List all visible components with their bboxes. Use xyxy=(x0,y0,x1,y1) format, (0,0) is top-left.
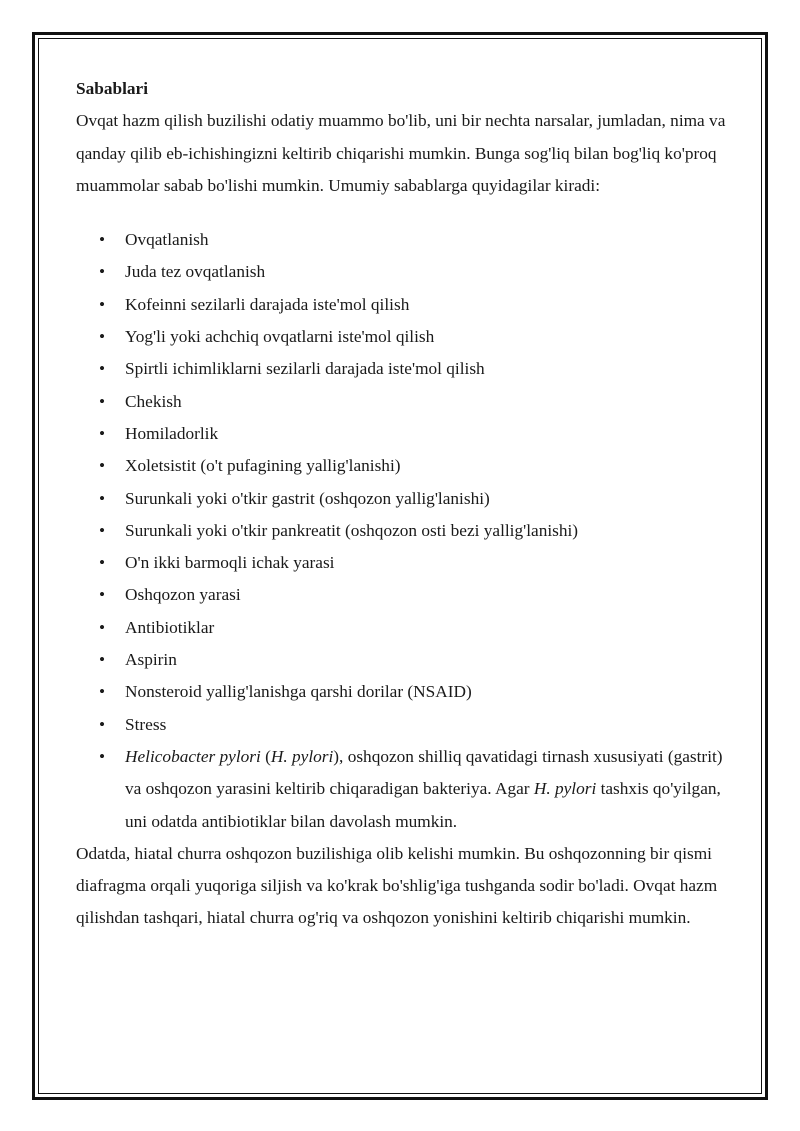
list-item-text: Antibiotiklar xyxy=(125,617,215,637)
section-heading: Sabablari xyxy=(76,79,149,98)
list-item-text: Juda tez ovqatlanish xyxy=(125,262,266,282)
bullet-icon: • xyxy=(99,553,106,573)
bullet-icon: • xyxy=(99,230,106,250)
bullet-icon: • xyxy=(99,520,106,540)
bullet-icon: • xyxy=(99,423,106,443)
document-content xyxy=(76,73,726,935)
list-item xyxy=(76,676,726,708)
list-item xyxy=(76,256,726,288)
list-item xyxy=(76,579,726,611)
list-item-text: Spirtli ichimliklarni sezilarli darajada iste'mol qilish xyxy=(125,359,485,379)
list-item xyxy=(76,515,726,547)
list-item-text: Yog'li yoki achchiq ovqatlarni iste'mol qilish xyxy=(125,327,435,347)
list-item-text: Kofeinni sezilarli darajada iste'mol qilish xyxy=(125,294,410,314)
list-item xyxy=(76,450,726,482)
list-item-text: Homiladorlik xyxy=(125,423,219,443)
list-item-text: O'n ikki barmoqli ichak yarasi xyxy=(125,553,335,573)
hiatal-hernia-paragraph: Odatda, hiatal churra oshqozon buzilishiga olib kelishi mumkin. Bu oshqozonning bir qismi diafragma orqali yuqoriga siljish va ko'krak bo'shlig'iga tushganda sodir bo'ladi. Ovqat hazm qilishdan tashqari, hiatal churra og'riq va oshqozon yonishini keltirib chiqarishi mumkin. xyxy=(76,843,718,928)
bullet-icon: • xyxy=(99,585,106,605)
list-item-text: Ovqatlanish xyxy=(125,230,209,250)
bullet-icon: • xyxy=(99,294,106,314)
hpylori-description: ), oshqozon shilliq qavatidagi tirnash xususiyati (gastrit) va oshqozon yarasini keltirib chiqaradigan bakteriya. Agar xyxy=(125,746,723,799)
list-item-text: Surunkali yoki o'tkir gastrit (oshqozon yallig'lanishi) xyxy=(125,488,490,508)
causes-list xyxy=(76,224,726,838)
list-item xyxy=(76,224,726,256)
list-item-hpylori xyxy=(76,741,726,838)
list-item xyxy=(76,612,726,644)
bullet-icon: • xyxy=(99,262,106,282)
list-item xyxy=(76,321,726,353)
bullet-icon: • xyxy=(99,650,106,670)
list-item xyxy=(76,644,726,676)
bullet-icon: • xyxy=(99,746,106,766)
list-item-text: Oshqozon yarasi xyxy=(125,585,241,605)
list-item xyxy=(76,547,726,579)
species-name: Helicobacter pylori xyxy=(125,746,261,766)
species-abbreviation-2: H. pylori xyxy=(533,779,597,799)
bullet-icon: • xyxy=(99,714,106,734)
bullet-icon: • xyxy=(99,391,106,411)
bullet-icon: • xyxy=(99,488,106,508)
hpylori-open-paren: ( xyxy=(260,746,271,766)
bullet-icon: • xyxy=(99,682,106,702)
species-abbreviation: H. pylori xyxy=(270,746,334,766)
list-item xyxy=(76,386,726,418)
list-item-text: Stress xyxy=(125,714,167,734)
hpylori-treatment: tashxis qo'yilgan, uni odatda antibiotiklar bilan davolash mumkin. xyxy=(125,779,721,831)
list-item xyxy=(76,418,726,450)
list-item-text: Nonsteroid yallig'lanishga qarshi dorilar (NSAID) xyxy=(125,682,472,702)
list-item-text: Chekish xyxy=(125,391,182,411)
list-item-text: Xoletsistit (o't pufagining yallig'lanishi) xyxy=(125,456,401,476)
bullet-icon: • xyxy=(99,327,106,347)
list-item xyxy=(76,289,726,321)
list-item xyxy=(76,483,726,515)
intro-paragraph: Ovqat hazm qilish buzilishi odatiy muammo bo'lib, uni bir nechta narsalar, jumladan, nima va qanday qilib eb-ichishingizni keltirib chiqarishi mumkin. Bunga sog'liq bilan bog'liq ko'proq muammolar sabab bo'lishi mumkin. Umumiy sabablarga quyidagilar kiradi: xyxy=(76,111,726,195)
bullet-icon: • xyxy=(99,359,106,379)
list-item xyxy=(76,709,726,741)
list-item-text: Surunkali yoki o'tkir pankreatit (oshqozon osti bezi yallig'lanishi) xyxy=(125,520,579,540)
bullet-icon: • xyxy=(99,617,106,637)
list-item xyxy=(76,353,726,385)
list-item-text: Aspirin xyxy=(125,650,177,670)
bullet-icon: • xyxy=(99,456,106,476)
